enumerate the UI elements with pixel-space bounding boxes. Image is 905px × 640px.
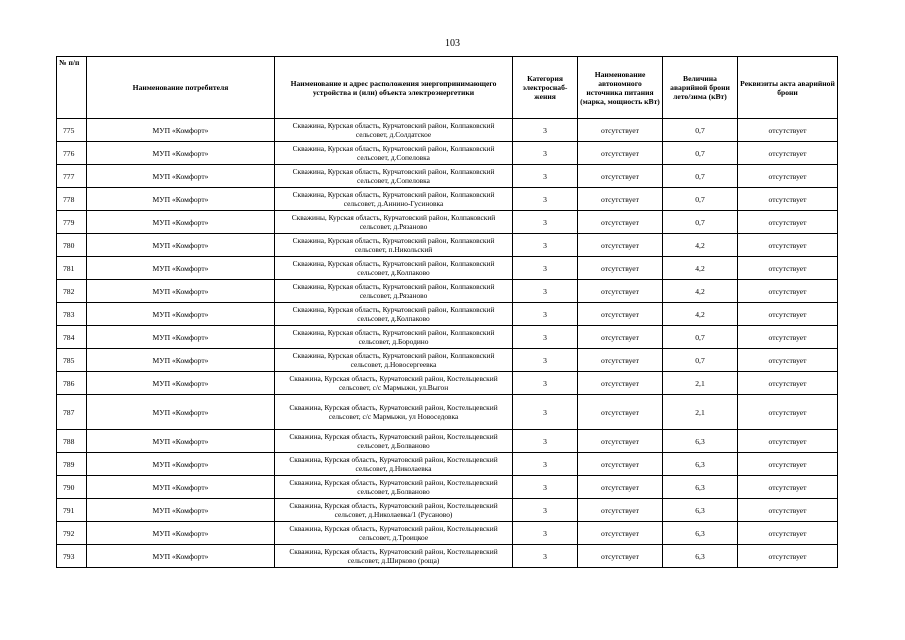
row-number: 788 [57, 430, 87, 453]
table-row [57, 476, 838, 499]
consumer-name: МУП «Комфорт» [87, 234, 275, 257]
supply-category: 3 [513, 453, 578, 476]
act-details: отсутствует [738, 430, 838, 453]
table-row [57, 119, 838, 142]
autonomous-source: отсутствует [578, 211, 663, 234]
header-category: Категория электроснаб-жения [513, 57, 578, 119]
table-row [57, 395, 838, 430]
emergency-reserve-value: 4,2 [663, 257, 738, 280]
supply-category: 3 [513, 499, 578, 522]
emergency-reserve-value: 6,3 [663, 499, 738, 522]
emergency-reserve-value: 4,2 [663, 280, 738, 303]
act-details: отсутствует [738, 545, 838, 568]
row-number: 787 [57, 395, 87, 430]
consumer-name: МУП «Комфорт» [87, 430, 275, 453]
row-number: 792 [57, 522, 87, 545]
act-details: отсутствует [738, 499, 838, 522]
autonomous-source: отсутствует [578, 188, 663, 211]
emergency-reserve-value: 0,7 [663, 165, 738, 188]
consumer-name: МУП «Комфорт» [87, 476, 275, 499]
act-details: отсутствует [738, 303, 838, 326]
act-details: отсутствует [738, 257, 838, 280]
row-number: 791 [57, 499, 87, 522]
object-address: Скважина, Курская область, Курчатовский район, Костельцевский сельсовет, с/с Мармыжи, ул.Выгон [275, 372, 513, 395]
autonomous-source: отсутствует [578, 476, 663, 499]
object-address: Скважина, Курская область, Курчатовский район, Колпаковский сельсовет, д.Колпаково [275, 257, 513, 280]
header-act: Реквизиты акта аварийной брони [738, 57, 838, 119]
autonomous-source: отсутствует [578, 119, 663, 142]
autonomous-source: отсутствует [578, 257, 663, 280]
table-row [57, 257, 838, 280]
act-details: отсутствует [738, 395, 838, 430]
supply-category: 3 [513, 211, 578, 234]
header-source: Наименование автономного источника питания (марка, мощность кВт) [578, 57, 663, 119]
supply-category: 3 [513, 522, 578, 545]
header-consumer: Наименование потребителя [87, 57, 275, 119]
supply-category: 3 [513, 280, 578, 303]
table-row [57, 499, 838, 522]
row-number: 778 [57, 188, 87, 211]
act-details: отсутствует [738, 476, 838, 499]
consumer-name: МУП «Комфорт» [87, 211, 275, 234]
emergency-reserve-value: 6,3 [663, 545, 738, 568]
autonomous-source: отсутствует [578, 142, 663, 165]
autonomous-source: отсутствует [578, 499, 663, 522]
consumer-name: МУП «Комфорт» [87, 522, 275, 545]
row-number: 777 [57, 165, 87, 188]
consumer-name: МУП «Комфорт» [87, 119, 275, 142]
row-number: 785 [57, 349, 87, 372]
emergency-reserve-value: 0,7 [663, 119, 738, 142]
consumer-name: МУП «Комфорт» [87, 142, 275, 165]
emergency-reserve-value: 6,3 [663, 453, 738, 476]
table-row [57, 326, 838, 349]
consumer-name: МУП «Комфорт» [87, 303, 275, 326]
consumer-name: МУП «Комфорт» [87, 545, 275, 568]
header-reserve: Величина аварийной брони лето/зима (кВт) [663, 57, 738, 119]
consumer-name: МУП «Комфорт» [87, 257, 275, 280]
object-address: Скважина, Курская область, Курчатовский район, Колпаковский сельсовет, д.Аннино-Гусиновка [275, 188, 513, 211]
header-num: № п/п [57, 57, 87, 119]
act-details: отсутствует [738, 326, 838, 349]
row-number: 780 [57, 234, 87, 257]
consumer-name: МУП «Комфорт» [87, 453, 275, 476]
row-number: 779 [57, 211, 87, 234]
supply-category: 3 [513, 257, 578, 280]
autonomous-source: отсутствует [578, 453, 663, 476]
table-row [57, 430, 838, 453]
autonomous-source: отсутствует [578, 165, 663, 188]
row-number: 775 [57, 119, 87, 142]
autonomous-source: отсутствует [578, 349, 663, 372]
object-address: Скважина, Курская область, Курчатовский район, Колпаковский сельсовет, д.Новосергеевка [275, 349, 513, 372]
act-details: отсутствует [738, 211, 838, 234]
supply-category: 3 [513, 349, 578, 372]
row-number: 789 [57, 453, 87, 476]
act-details: отсутствует [738, 349, 838, 372]
emergency-reserve-value: 0,7 [663, 211, 738, 234]
row-number: 776 [57, 142, 87, 165]
row-number: 793 [57, 545, 87, 568]
object-address: Скважина, Курская область, Курчатовский район, Костельцевский сельсовет, д.Троицкое [275, 522, 513, 545]
autonomous-source: отсутствует [578, 372, 663, 395]
act-details: отсутствует [738, 119, 838, 142]
object-address: Скважина, Курская область, Курчатовский район, Колпаковский сельсовет, д.Сопеловка [275, 142, 513, 165]
object-address: Скважина, Курская область, Курчатовский район, Костельцевский сельсовет, д.Николаевка/1 (Русаново) [275, 499, 513, 522]
object-address: Скважина, Курская область, Курчатовский район, Костельцевский сельсовет, д.Николаевка [275, 453, 513, 476]
act-details: отсутствует [738, 280, 838, 303]
object-address: Скважина, Курская область, Курчатовский район, Колпаковский сельсовет, д.Рязаново [275, 280, 513, 303]
consumer-name: МУП «Комфорт» [87, 499, 275, 522]
row-number: 784 [57, 326, 87, 349]
emergency-reserve-value: 0,7 [663, 188, 738, 211]
row-number: 783 [57, 303, 87, 326]
header-address: Наименование и адрес расположения энергопринимающего устройства и (или) объекта электроэнергетики [275, 57, 513, 119]
table-row [57, 372, 838, 395]
consumer-name: МУП «Комфорт» [87, 188, 275, 211]
emergency-reserve-value: 2,1 [663, 372, 738, 395]
supply-category: 3 [513, 303, 578, 326]
emergency-reserve-value: 6,3 [663, 430, 738, 453]
supply-category: 3 [513, 119, 578, 142]
object-address: Скважина, Курская область, Курчатовский район, Костельцевский сельсовет, с/с Мармыжи, ул Новоседовка [275, 395, 513, 430]
act-details: отсутствует [738, 522, 838, 545]
act-details: отсутствует [738, 165, 838, 188]
object-address: Скважина, Курская область, Курчатовский район, Костельцевский сельсовет, д.Болваново [275, 476, 513, 499]
act-details: отсутствует [738, 188, 838, 211]
supply-category: 3 [513, 188, 578, 211]
emergency-reserve-value: 4,2 [663, 303, 738, 326]
object-address: Скважины, Курская область, Курчатовский район, Колпаковский сельсовет, д.Рязаново [275, 211, 513, 234]
object-address: Скважина, Курская область, Курчатовский район, Колпаковский сельсовет, д.Солдатское [275, 119, 513, 142]
autonomous-source: отсутствует [578, 234, 663, 257]
autonomous-source: отсутствует [578, 430, 663, 453]
act-details: отсутствует [738, 372, 838, 395]
consumer-name: МУП «Комфорт» [87, 280, 275, 303]
emergency-reserve-value: 0,7 [663, 142, 738, 165]
autonomous-source: отсутствует [578, 326, 663, 349]
supply-category: 3 [513, 372, 578, 395]
supply-category: 3 [513, 545, 578, 568]
supply-category: 3 [513, 326, 578, 349]
consumer-name: МУП «Комфорт» [87, 326, 275, 349]
act-details: отсутствует [738, 142, 838, 165]
autonomous-source: отсутствует [578, 395, 663, 430]
supply-category: 3 [513, 142, 578, 165]
object-address: Скважина, Курская область, Курчатовский район, Колпаковский сельсовет, д.Колпаково [275, 303, 513, 326]
row-number: 790 [57, 476, 87, 499]
autonomous-source: отсутствует [578, 280, 663, 303]
emergency-reserve-value: 2,1 [663, 395, 738, 430]
supply-category: 3 [513, 395, 578, 430]
emergency-reserve-value: 6,3 [663, 522, 738, 545]
act-details: отсутствует [738, 234, 838, 257]
act-details: отсутствует [738, 453, 838, 476]
table-row [57, 165, 838, 188]
table-body [57, 119, 838, 568]
supply-category: 3 [513, 234, 578, 257]
table-row [57, 234, 838, 257]
object-address: Скважина, Курская область, Курчатовский район, Колпаковский сельсовет, п.Никольский [275, 234, 513, 257]
table-row [57, 545, 838, 568]
emergency-reserve-value: 4,2 [663, 234, 738, 257]
object-address: Скважина, Курская область, Курчатовский район, Костельцевский сельсовет, д.Болваново [275, 430, 513, 453]
autonomous-source: отсутствует [578, 303, 663, 326]
consumer-name: МУП «Комфорт» [87, 395, 275, 430]
table-row [57, 522, 838, 545]
row-number: 782 [57, 280, 87, 303]
table-row [57, 349, 838, 372]
autonomous-source: отсутствует [578, 522, 663, 545]
supply-category: 3 [513, 430, 578, 453]
table-row [57, 453, 838, 476]
supply-category: 3 [513, 476, 578, 499]
emergency-reserve-table [56, 56, 838, 568]
row-number: 786 [57, 372, 87, 395]
supply-category: 3 [513, 165, 578, 188]
object-address: Скважина, Курская область, Курчатовский район, Колпаковский сельсовет, д.Сопеловка [275, 165, 513, 188]
object-address: Скважина, Курская область, Курчатовский район, Колпаковский сельсовет, д.Бородино [275, 326, 513, 349]
table-row [57, 303, 838, 326]
table-row [57, 188, 838, 211]
table-row [57, 211, 838, 234]
row-number: 781 [57, 257, 87, 280]
emergency-reserve-value: 0,7 [663, 349, 738, 372]
page-number: 103 [445, 38, 460, 49]
consumer-name: МУП «Комфорт» [87, 372, 275, 395]
table-header-row [57, 57, 838, 119]
consumer-name: МУП «Комфорт» [87, 165, 275, 188]
consumer-name: МУП «Комфорт» [87, 349, 275, 372]
emergency-reserve-value: 0,7 [663, 326, 738, 349]
object-address: Скважина, Курская область, Курчатовский район, Костельцевский сельсовет, д.Ширково (роща) [275, 545, 513, 568]
table-row [57, 280, 838, 303]
table-row [57, 142, 838, 165]
emergency-reserve-value: 6,3 [663, 476, 738, 499]
autonomous-source: отсутствует [578, 545, 663, 568]
